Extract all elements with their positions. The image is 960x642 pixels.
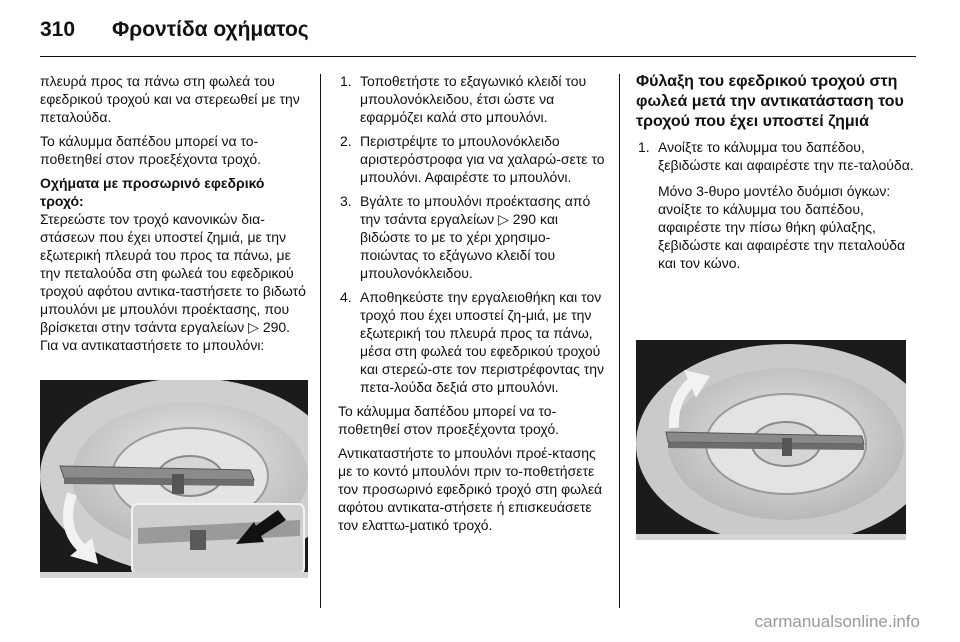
paragraph: Το κάλυμμα δαπέδου μπορεί να το-ποθετηθεί στον προεξέχοντα τροχό. <box>338 403 560 437</box>
step-text: Αποθηκεύστε την εργαλειοθήκη και τον τροχό που έχει υποστεί ζη-μιά, με την εξωτερική του πλευρά προς τα πάνω, μέσα στη φωλεά του εφεδρικού τροχού και στερεώ-στε τον περιστρέφοντας την πετα-λούδα δεξιά στο μπουλόνι. <box>360 289 605 395</box>
list-item <box>338 192 606 282</box>
step-number: 4. <box>340 289 352 305</box>
step-number: 2. <box>340 133 352 149</box>
list-item <box>636 138 916 272</box>
step-text: και βιδώστε το με το χέρι χρησιμο-ποιώντας το εξάγωνο κλειδί του μπουλονόκλειδου. <box>360 211 559 281</box>
step-number: 1. <box>340 73 352 89</box>
step-number: 3. <box>340 193 352 209</box>
step-number: 1. <box>638 139 650 155</box>
column-divider-left <box>320 74 321 608</box>
illustration-spare-wheel-right <box>636 340 906 540</box>
column-middle <box>338 72 606 540</box>
illustration-spare-wheel-left <box>40 380 308 578</box>
step-text: Ανοίξτε το κάλυμμα του δαπέδου, ξεβιδώστε και αφαιρέστε την πε-ταλούδα. <box>658 139 914 173</box>
step-text: Βγάλτε το μπουλόνι προέκτασης από την τσάντα εργαλείων <box>360 193 591 227</box>
header-rule <box>40 56 916 57</box>
paragraph: Αντικαταστήστε το μπουλόνι προέ-κτασης με το κοντό μπουλόνι πριν το-ποθετήσετε τον προσωρινό εφεδρικό τροχό στη φωλεά αφότου αντικατα-στήσετε ή επισκευάσετε τον ελαττω-ματικό τροχό. <box>338 445 603 533</box>
chapter-title: Φροντίδα οχήματος <box>112 18 309 41</box>
list-item <box>338 132 606 186</box>
subheading: Οχήματα με προσωρινό εφεδρικό τροχό: <box>40 175 265 209</box>
paragraph-text: . Για να αντικαταστήσετε το μπουλόνι: <box>40 319 291 353</box>
page-number: 310 <box>40 18 76 41</box>
paragraph: Το κάλυμμα δαπέδου μπορεί να το-ποθετηθεί στον προεξέχοντα τροχό. <box>40 133 262 167</box>
paragraph <box>40 210 310 354</box>
watermark: carmanualsonline.info <box>754 612 920 631</box>
list-item <box>338 288 606 396</box>
column-divider-right <box>619 74 620 608</box>
page-ref[interactable]: 290 <box>262 319 287 335</box>
section-heading: Φύλαξη του εφεδρικού τροχού στη φωλεά μετά την αντικατάσταση του τροχού που έχει υποστεί ζημιά <box>636 73 904 130</box>
step-text: Περιστρέψτε το μπουλονόκλειδο αριστερόστροφα για να χαλαρώ-σετε το μπουλόνι. Αφαιρέστε το μπουλόνι. <box>360 133 605 185</box>
page-ref-arrow-icon[interactable]: ▷ <box>498 211 509 227</box>
page-ref[interactable]: 290 <box>512 211 537 227</box>
instruction-list <box>338 72 606 396</box>
column-left <box>40 72 310 360</box>
paragraph-text: Στερεώστε τον τροχό κανονικών δια-στάσεων που έχει υποστεί ζημιά, με την εξωτερική πλευρά του προς τα πάνω, με την πεταλούδα στη φωλεά του εφεδρικού τροχού αφότου αντικα-ταστήσετε το βιδωτό μπουλόνι με μπουλόνι προέκτασης, που βρίσκεται στην τσάντα εργαλείων <box>40 211 306 335</box>
step-text: Τοποθετήστε το εξαγωνικό κλειδί του μπουλονόκλειδου, έτσι ώστε να εφαρμόζει καλά στο μπουλόνι. <box>360 73 587 125</box>
instruction-list <box>636 138 916 272</box>
page-ref-arrow-icon[interactable]: ▷ <box>248 319 259 335</box>
list-item <box>338 72 606 126</box>
paragraph: πλευρά προς τα πάνω στη φωλεά του εφεδρικού τροχού και να στερεωθεί με την πεταλούδα. <box>40 73 300 125</box>
column-right <box>636 72 916 278</box>
step-note: Μόνο 3-θυρο μοντέλο δυόμισι όγκων: ανοίξτε το κάλυμμα του δαπέδου, αφαιρέστε την πίσω θήκη φύλαξης, ξεβιδώστε και αφαιρέστε την πεταλούδα και τον κώνο. <box>658 183 906 271</box>
